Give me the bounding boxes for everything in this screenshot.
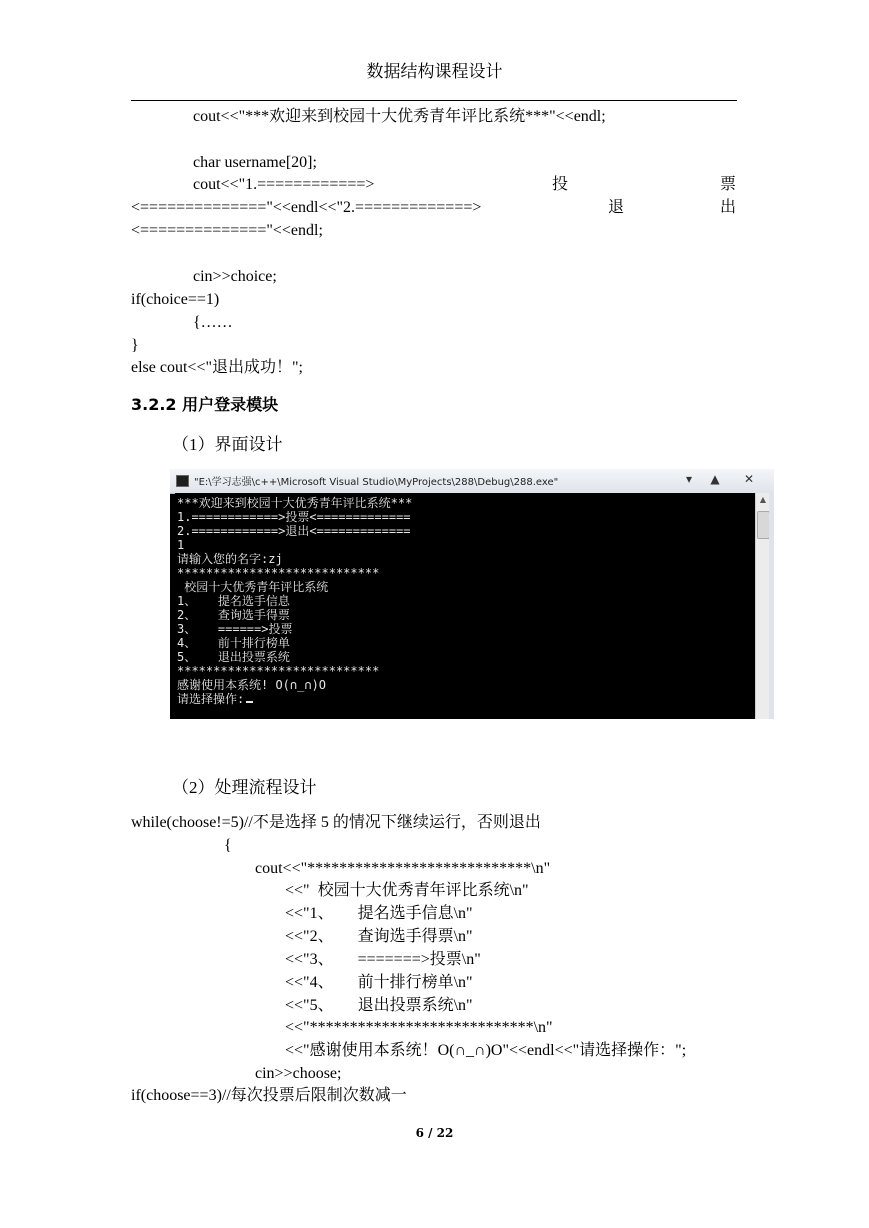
console-line: 4、 前十排行榜单 bbox=[177, 636, 290, 650]
page-header-title: 数据结构课程设计 bbox=[366, 62, 503, 81]
console-prompt-line bbox=[177, 692, 253, 706]
code-line: <<"5、 退出投票系统\n" bbox=[285, 997, 473, 1014]
code-line: 出 bbox=[720, 199, 737, 216]
console-line: ***欢迎来到校园十大优秀青年评比系统*** bbox=[177, 496, 413, 510]
console-window-screenshot bbox=[170, 469, 774, 719]
code-line: <<"3、 =======>投票\n" bbox=[285, 951, 481, 968]
code-line: <<"****************************\n" bbox=[285, 1019, 553, 1036]
code-line: <=============="<<endl<<"2.=============> bbox=[131, 199, 482, 216]
code-line: cout<<"1.============> bbox=[193, 176, 375, 193]
code-line: <<" 校园十大优秀青年评比系统\n" bbox=[285, 882, 529, 899]
close-icon[interactable]: ✕ bbox=[743, 472, 755, 486]
code-line: 退 bbox=[608, 199, 625, 216]
console-line: 5、 退出投票系统 bbox=[177, 650, 290, 664]
minimize-icon[interactable]: ▾ bbox=[685, 472, 693, 486]
code-line: else cout<<"退出成功！"; bbox=[131, 359, 303, 376]
console-line: 1.============>投票<============= bbox=[177, 510, 411, 524]
console-frame-edge bbox=[769, 493, 774, 719]
code-line: <<"感谢使用本系统！O(∩_∩)O"<<endl<<"请选择操作："; bbox=[285, 1042, 687, 1059]
code-line: {…… bbox=[193, 314, 233, 331]
maximize-icon[interactable]: ▲ bbox=[710, 472, 720, 486]
console-line: 感谢使用本系统! O(∩_∩)O bbox=[177, 678, 327, 692]
code-line: cin>>choose; bbox=[255, 1065, 342, 1082]
code-line: cin>>choice; bbox=[193, 268, 277, 285]
code-line: cout<<"***欢迎来到校园十大优秀青年评比系统***"<<endl; bbox=[193, 108, 606, 125]
console-prompt: 请选择操作: bbox=[177, 692, 245, 706]
page-number: 6 / 22 bbox=[415, 1126, 454, 1140]
code-line: 投 bbox=[552, 176, 569, 193]
console-line: **************************** bbox=[177, 566, 380, 580]
code-line: <<"1、 提名选手信息\n" bbox=[285, 905, 473, 922]
console-titlebar bbox=[170, 469, 774, 494]
code-line: <=============="<<endl; bbox=[131, 222, 323, 239]
code-line: <<"4、 前十排行榜单\n" bbox=[285, 974, 473, 991]
console-line: 1 bbox=[177, 538, 185, 552]
console-line: 2.============>退出<============= bbox=[177, 524, 411, 538]
console-line: 1、 提名选手信息 bbox=[177, 594, 290, 608]
console-app-icon bbox=[176, 475, 189, 487]
code-line: <<"2、 查询选手得票\n" bbox=[285, 928, 473, 945]
code-line: if(choose==3)//每次投票后限制次数减一 bbox=[131, 1087, 407, 1104]
code-line: 票 bbox=[720, 176, 737, 193]
console-title: "E:\学习志强\c++\Microsoft Visual Studio\MyProjects\288\Debug\288.exe" bbox=[194, 477, 559, 488]
section-heading: 3.2.2 用户登录模块 bbox=[131, 395, 279, 414]
code-line: { bbox=[224, 837, 232, 854]
console-cursor bbox=[246, 701, 253, 703]
header-divider bbox=[131, 100, 737, 101]
console-screen bbox=[175, 493, 755, 719]
console-line: **************************** bbox=[177, 664, 380, 678]
subsection-title: （1）界面设计 bbox=[172, 435, 283, 454]
code-line: char username[20]; bbox=[193, 154, 317, 171]
code-line: while(choose!=5)//不是选择 5 的情况下继续运行，否则退出 bbox=[131, 814, 541, 831]
code-line: if(choice==1) bbox=[131, 291, 220, 308]
console-line: 请输入您的名字:zj bbox=[177, 552, 283, 566]
code-line: cout<<"****************************\n" bbox=[255, 860, 551, 877]
console-scrollbar[interactable] bbox=[755, 493, 770, 719]
console-line: 2、 查询选手得票 bbox=[177, 608, 290, 622]
code-line: } bbox=[131, 337, 139, 354]
scroll-up-arrow-icon[interactable]: ▲ bbox=[759, 495, 767, 504]
console-line: 校园十大优秀青年评比系统 bbox=[177, 580, 329, 594]
subsection-title: （2）处理流程设计 bbox=[172, 778, 317, 797]
console-line: 3、 ======>投票 bbox=[177, 622, 293, 636]
